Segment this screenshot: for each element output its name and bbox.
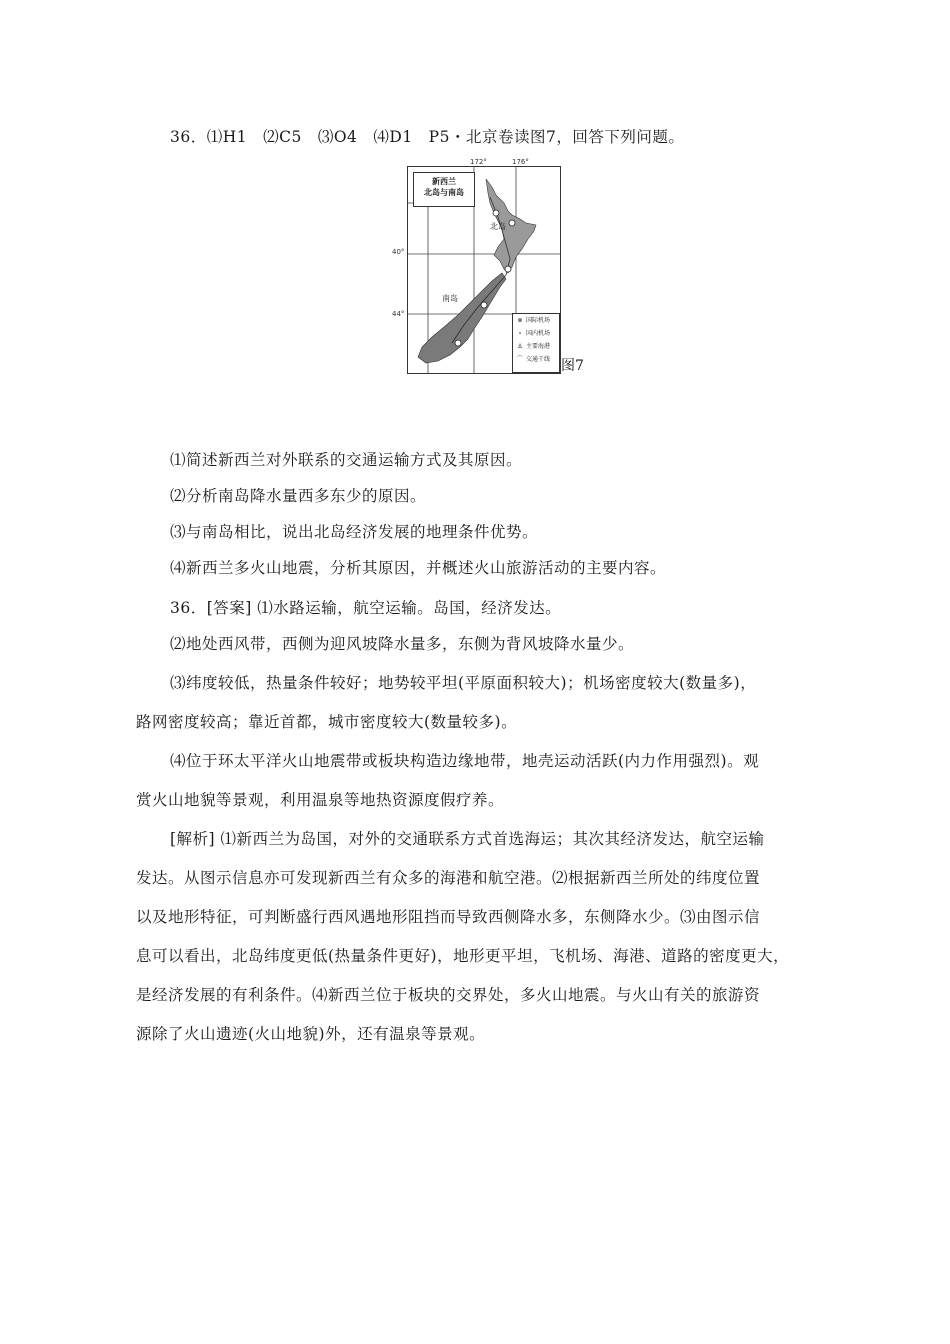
map-title-line1: 新西兰 — [432, 177, 456, 186]
north-island-label: 北岛 — [490, 222, 506, 231]
airport-marker — [505, 266, 511, 272]
latitude-label-44: 44° — [392, 310, 405, 318]
answer-line-2: ⑵地处西风带，西侧为迎风坡降水量多，东侧为背风坡降水量少。 — [170, 635, 635, 653]
international-airport-icon: ⊗ — [517, 317, 523, 324]
answer-line-1: 36．[答案] ⑴水路运输，航空运输。岛国，经济发达。 — [170, 599, 562, 617]
sub-question-1: ⑴简述新西兰对外联系的交通运输方式及其原因。 — [170, 451, 523, 469]
sub-question-3: ⑶与南岛相比，说出北岛经济发展的地理条件优势。 — [170, 523, 539, 541]
analysis-line-1: [解析] ⑴新西兰为岛国，对外的交通联系方式首选海运；其次其经济发达，航空运输 — [170, 830, 765, 848]
analysis-line-4: 息可以看出，北岛纬度更低(热量条件更好)，地形更平坦，飞机场、海港、道路的密度更大， — [136, 947, 790, 965]
legend-label: 交通干线 — [526, 356, 551, 363]
legend-row-domestic-airport — [513, 327, 559, 340]
figure-caption: 图7 — [561, 358, 584, 374]
longitude-label-172: 172° — [470, 158, 487, 166]
seaport-anchor-icon: ⚓ — [517, 343, 523, 350]
answer-line-3: ⑶纬度较低，热量条件较好；地势较平坦(平原面积较大)；机场密度较大(数量多)， — [170, 674, 757, 692]
answer-line-6: 赏火山地貌等景观，利用温泉等地热资源度假疗养。 — [136, 791, 505, 809]
legend-label: 国内机场 — [526, 330, 551, 337]
new-zealand-map-figure — [407, 166, 561, 374]
legend-label: 国际机场 — [526, 317, 551, 324]
map-title-box — [413, 172, 475, 207]
sub-question-4: ⑷新西兰多火山地震，分析其原因，并概述火山旅游活动的主要内容。 — [170, 559, 667, 577]
sub-question-2: ⑵分析南岛降水量西多东少的原因。 — [170, 487, 427, 505]
domestic-airport-icon: ∘ — [518, 330, 522, 337]
analysis-line-2: 发达。从图示信息亦可发现新西兰有众多的海港和航空港。⑵根据新西兰所处的纬度位置 — [136, 869, 761, 887]
analysis-line-3: 以及地形特征，可判断盛行西风遇地形阻挡而导致西侧降水多，东侧降水少。⑶由图示信 — [136, 908, 761, 926]
map-legend — [512, 313, 560, 373]
legend-row-transport-line — [513, 353, 559, 366]
transport-line-icon: ⌒ — [516, 356, 523, 363]
answer-line-4: 路网密度较高；靠近首都，城市密度较大(数量较多)。 — [136, 713, 518, 731]
airport-marker — [493, 210, 499, 216]
airport-marker — [509, 220, 515, 226]
latitude-label-40: 40° — [392, 248, 405, 256]
airport-marker — [481, 302, 487, 308]
map-title-line2: 北岛与南岛 — [424, 188, 464, 197]
analysis-line-6: 源除了火山遗迹(火山地貌)外，还有温泉等景观。 — [136, 1025, 486, 1043]
south-island-label: 南岛 — [442, 294, 458, 303]
legend-row-seaport — [513, 340, 559, 353]
question-header: 36．⑴H1 ⑵C5 ⑶O4 ⑷D1 P5・北京卷读图7，回答下列问题。 — [170, 128, 685, 146]
legend-label: 主要海港 — [526, 343, 551, 350]
analysis-line-5: 是经济发展的有利条件。⑷新西兰位于板块的交界处，多火山地震。与火山有关的旅游资 — [136, 986, 761, 1004]
airport-marker — [455, 340, 461, 346]
answer-line-5: ⑷位于环太平洋火山地震带或板块构造边缘地带，地壳运动活跃(内力作用强烈)。观 — [170, 752, 760, 770]
south-island-shape — [418, 273, 506, 363]
legend-row-international-airport — [513, 314, 559, 327]
longitude-label-176: 176° — [512, 158, 529, 166]
